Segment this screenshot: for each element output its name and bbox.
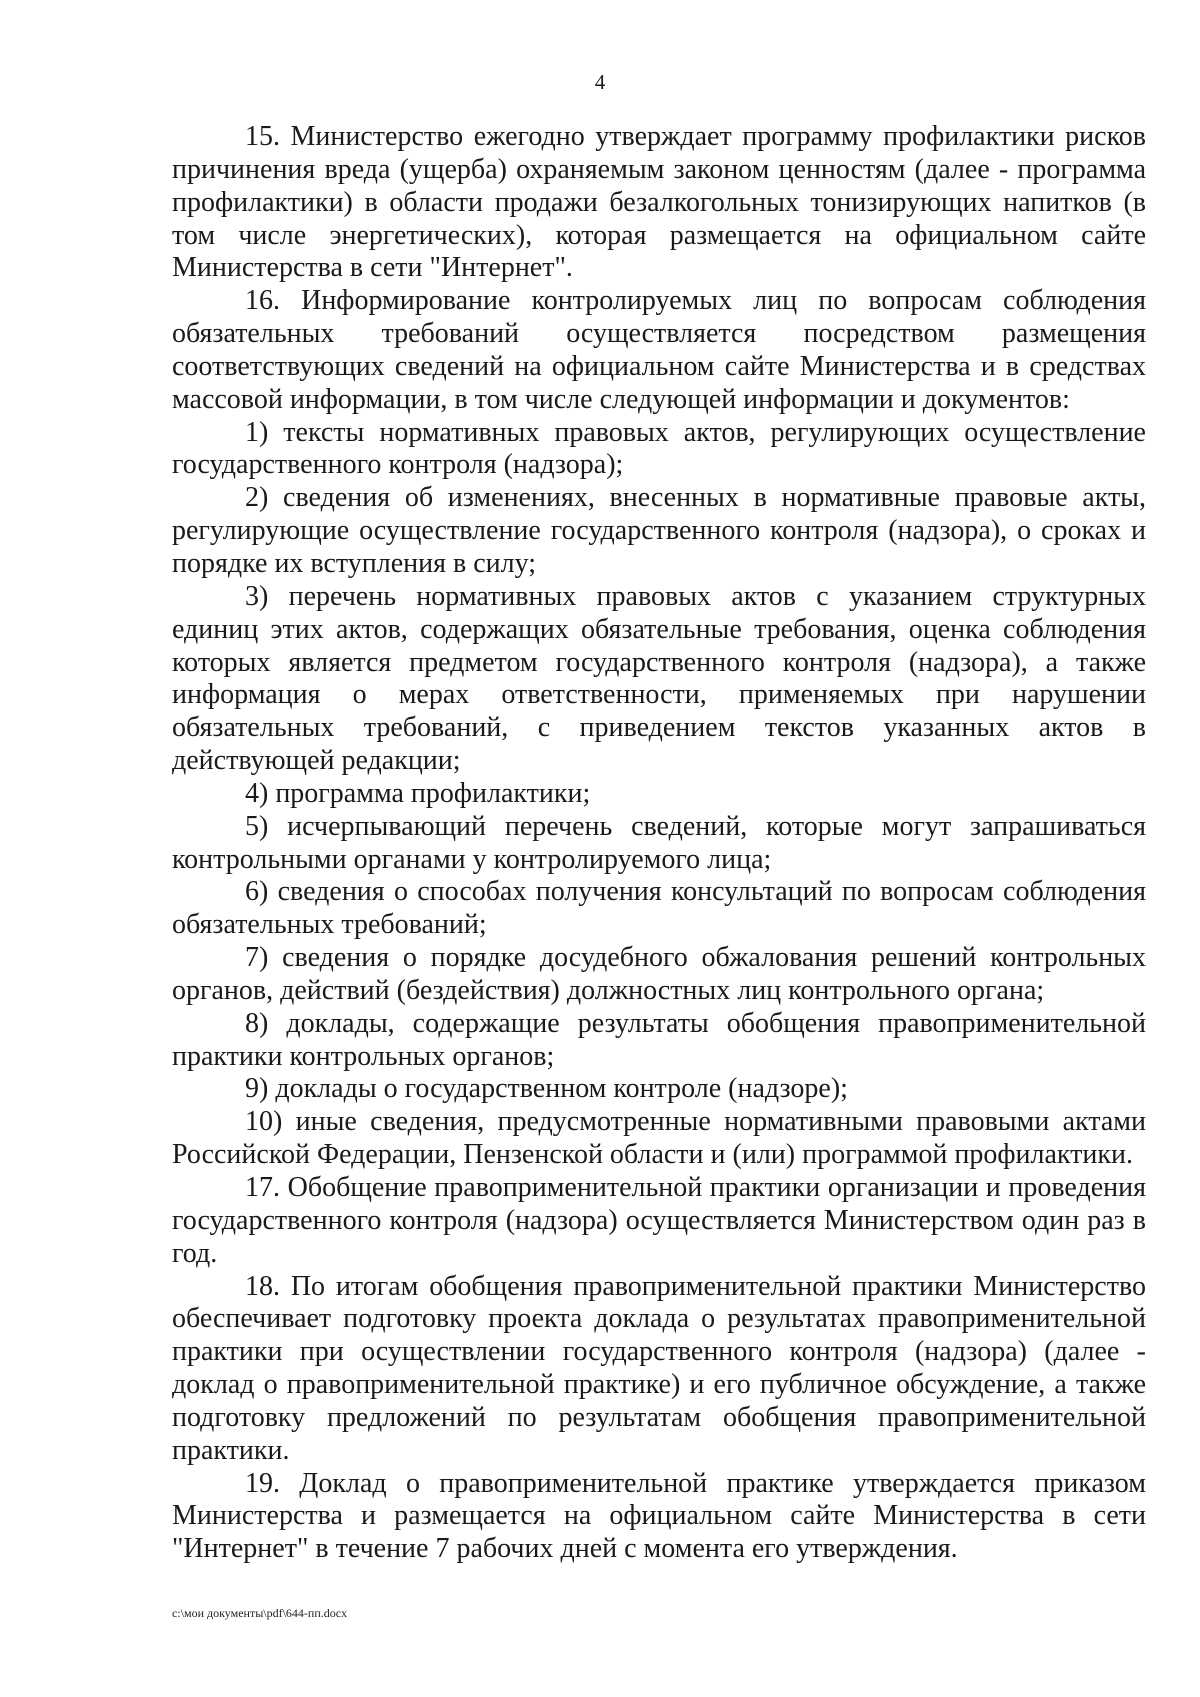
list-item-7: 7) сведения о порядке досудебного обжалования решений контрольных органов, действий (бездействия) должностных лиц контрольного органа; (172, 942, 1146, 1006)
list-item-9: 9) доклады о государственном контроле (надзоре); (245, 1073, 848, 1105)
list-item-6: 6) сведения о способах получения консультаций по вопросам соблюдения обязательных требований; (172, 876, 1146, 941)
paragraph-16: 16. Информирование контролируемых лиц по вопросам соблюдения обязательных требований осуществляется посредством размещения соответствующих сведений на официальном сайте Министерства и в средствах массовой информации, в том числе следующей информации и документов: (172, 285, 1146, 415)
list-item-10: 10) иные сведения, предусмотренные нормативными правовыми актами Российской Федерации, Пензенской области и (или) программой профилактики. (172, 1106, 1146, 1171)
paragraph-15: 15. Министерство ежегодно утверждает программу профилактики рисков причинения вреда (ущерба) охраняемым законом ценностям (далее - программа профилактики) в области продажи безалкогольных тонизирующих напитков (в том числе энергетических), которая размещается на официальном сайте Министерства в сети "Интернет". (172, 121, 1146, 284)
paragraph-19: 19. Доклад о правоприменительной практике утверждается приказом Министерства и размещается на официальном сайте Министерства в сети "Интернет" в течение 7 рабочих дней с момента его утверждения. (172, 1467, 1146, 1565)
list-item-3: 3) перечень нормативных правовых актов с указанием структурных единиц этих актов, содержащих обязательные требования, оценка соблюдения которых является предметом государственного контроля (надзора), а также информация о мерах ответственности, применяемых при нарушении обязательных требований, с приведением текстов указанных актов в действующей редакции; (172, 580, 1146, 777)
page-number: 4 (594, 70, 606, 94)
list-item-4: 4) программа профилактики; (245, 777, 591, 809)
list-item-2: 2) сведения об изменениях, внесенных в нормативные правовые акты, регулирующие осуществление государственного контроля (надзора), о сроках и порядке их вступления в силу; (172, 482, 1146, 579)
footer-file-path: c:\мои документы\pdf\644-пп.docx (172, 1606, 348, 1620)
list-item-5: 5) исчерпывающий перечень сведений, которые могут запрашиваться контрольными органами у контролируемого лица; (172, 810, 1146, 875)
document-body (172, 121, 1146, 1566)
paragraph-17: 17. Обобщение правоприменительной практики организации и проведения государственного контроля (надзора) осуществляется Министерством один раз в год. (172, 1172, 1146, 1269)
paragraph-18: 18. По итогам обобщения правоприменительной практики Министерство обеспечивает подготовку проекта доклада о результатах правоприменительной практики при осуществлении государственного контроля (надзора) (далее - доклад о правоприменительной практике) и его публичное обсуждение, а также подготовку предложений по результатам обобщения правоприменительной практики. (172, 1270, 1146, 1466)
list-item-8: 8) доклады, содержащие результаты обобщения правоприменительной практики контрольных органов; (172, 1007, 1146, 1072)
list-item-1: 1) тексты нормативных правовых актов, регулирующих осуществление государственного контроля (надзора); (172, 416, 1146, 481)
